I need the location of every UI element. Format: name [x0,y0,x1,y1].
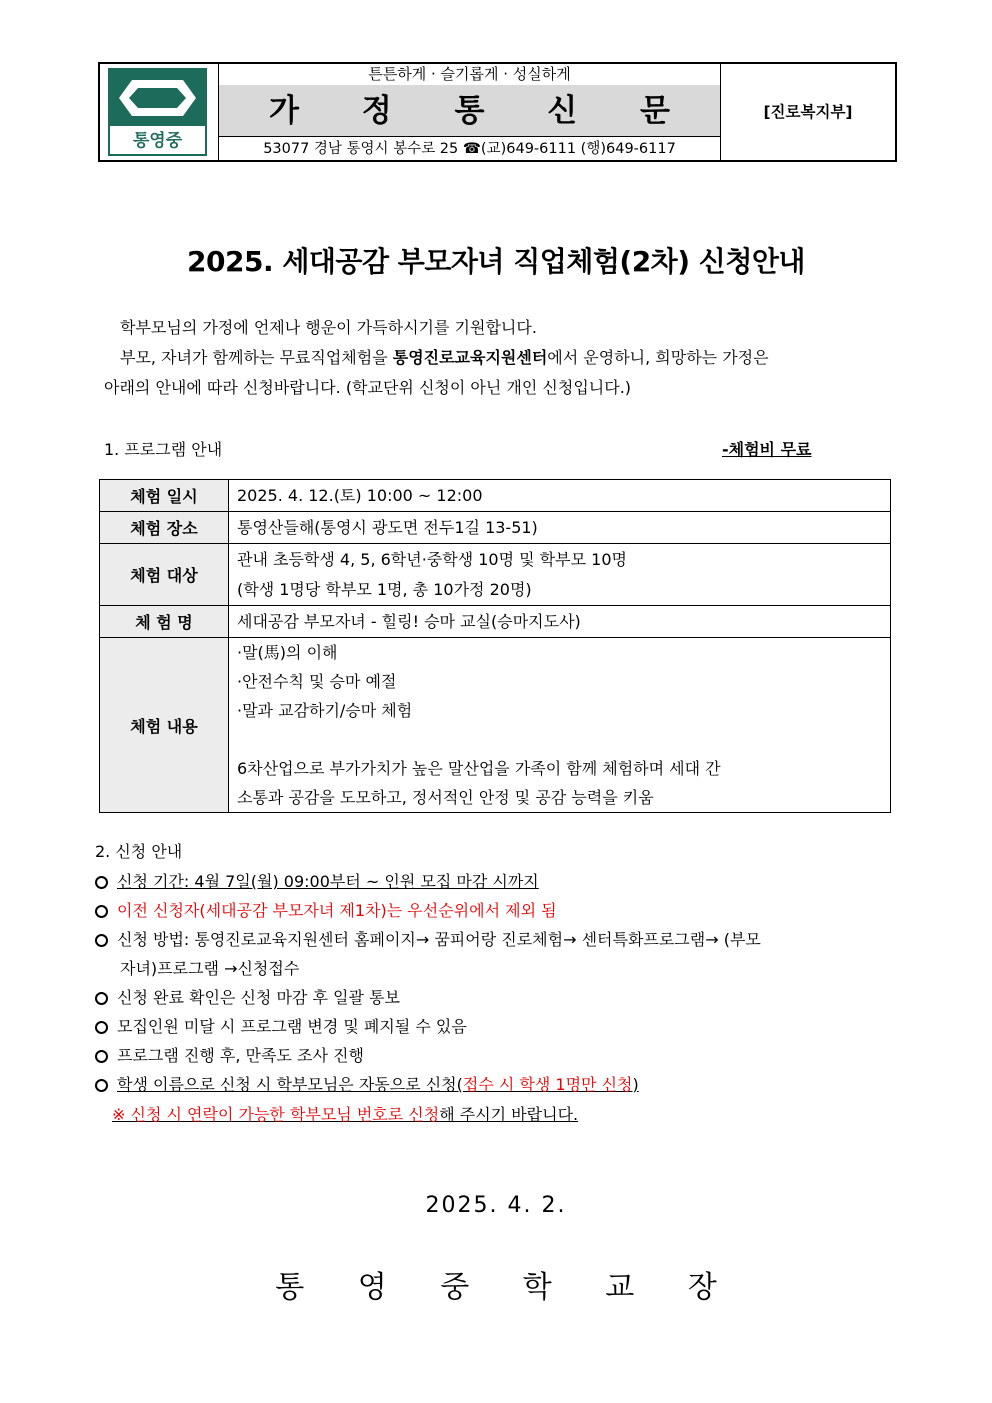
survey-note: 프로그램 진행 후, 만족도 조사 진행 [117,1046,364,1065]
row-value: 세대공감 부모자녀 - 힐링! 승마 교실(승마지도사) [229,606,891,638]
circle-bullet-icon [95,1050,108,1063]
list-item [95,1041,364,1070]
intro-line-3: 아래의 안내에 따라 신청바랍니다. (학교단위 신청이 아닌 개인 신청입니다.) [104,378,632,397]
school-logo-mark [108,68,207,156]
confirmation-note: 신청 완료 확인은 신청 마감 후 일괄 통보 [117,988,400,1007]
table-row [100,512,891,544]
content-description-2: 소통과 공감을 도모하고, 정서적인 안정 및 공감 능력을 키움 [237,788,654,807]
content-item: ·말과 교감하기/승마 체험 [237,701,413,720]
circle-bullet-icon [95,992,108,1005]
circle-bullet-icon [95,934,108,947]
program-info-table [99,479,891,813]
contact-note-part-b: 해 주시기 바랍니다. [439,1105,579,1124]
list-item [95,925,761,954]
section-1-heading: 1. 프로그램 안내 [104,440,223,459]
application-method-line-1: 신청 방법: 통영진로교육지원센터 홈페이지→ 꿈피어랑 진로체험→ 센터특화프로그램→ (부모 [117,930,761,949]
auto-registration-part-b: 접수 시 학생 1명만 신청 [462,1075,633,1094]
list-item [95,867,539,896]
content-item: ·말(馬)의 이해 [237,643,338,662]
section-2-heading: 2. 신청 안내 [95,842,183,861]
list-item [95,896,557,925]
newsletter-header [98,62,897,162]
content-description-1: 6차산업으로 부가가치가 높은 말산업을 가족이 함께 체험하며 세대 간 [237,759,721,778]
list-item [95,1012,467,1041]
page-title: 2025. 세대공감 부모자녀 직업체험(2차) 신청안내 [187,245,805,278]
header-center [219,64,721,160]
intro-line-2-part-a: 부모, 자녀가 함께하는 무료직업체험을 [120,348,393,367]
center-name: 통영진로교육지원센터 [392,348,548,367]
row-label: 체 험 명 [100,606,229,638]
content-item: ·안전수칙 및 승마 예절 [237,672,397,691]
cancellation-note: 모집인원 미달 시 프로그램 변경 및 폐지될 수 있음 [117,1017,467,1036]
target-line-1: 관내 초등학생 4, 5, 6학년·중학생 10명 및 학부모 10명 [237,549,627,569]
priority-exclusion-note: 이전 신청자(세대공감 부모자녀 제1차)는 우선순위에서 제외 됨 [117,901,557,920]
table-row [100,606,891,638]
school-address: 53077 경남 통영시 봉수로 25 ☎(교)649-6111 (행)649-6117 [263,141,676,157]
table-row [100,638,891,813]
circle-bullet-icon [95,1079,108,1092]
row-label: 체험 장소 [100,512,229,544]
signature: 통 영 중 학 교 장 [275,1270,739,1305]
contact-note [112,1100,578,1129]
list-item [95,983,400,1012]
department-label: [진로복지부] [763,103,853,121]
application-period: 신청 기간: 4월 7일(월) 09:00부터 ~ 인원 모집 마감 시까지 [117,872,539,891]
row-value [229,638,891,813]
school-motto: 튼튼하게 · 슬기롭게 · 성실하게 [219,64,720,86]
contact-note-part-a: ※ 신청 시 연락이 가능한 학부모님 번호로 신청 [112,1105,440,1124]
circle-bullet-icon [95,1021,108,1034]
circle-bullet-icon [95,905,108,918]
contact-note-text [112,1105,578,1124]
circle-bullet-icon [95,876,108,889]
blank-line [237,725,882,754]
intro-line-2-part-c: 에서 운영하니, 희망하는 가정은 [547,348,769,367]
auto-registration-part-c: ) [632,1075,639,1094]
row-value: 통영산들해(통영시 광도면 전두1길 13-51) [229,512,891,544]
row-value: 2025. 4. 12.(토) 10:00 ~ 12:00 [229,480,891,512]
target-line-2: (학생 1명당 학부모 1명, 총 10가정 20명) [237,579,532,599]
school-logo [100,64,219,160]
row-label: 체험 내용 [100,638,229,813]
row-value [229,544,891,606]
intro-line-2 [120,343,769,373]
row-label: 체험 일시 [100,480,229,512]
issue-date: 2025. 4. 2. [425,1193,567,1218]
row-label: 체험 대상 [100,544,229,606]
auto-registration-part-a: 학생 이름으로 신청 시 학부모님은 자동으로 신청( [117,1075,463,1094]
list-item [95,1070,639,1099]
table-row [100,480,891,512]
fee-note: -체험비 무료 [722,440,812,459]
newsletter-title: 가 정 통 신 문 [219,85,720,137]
intro-line-1: 학부모님의 가정에 언제나 행운이 가득하시기를 기원합니다. [120,318,537,337]
table-row [100,544,891,606]
auto-registration-note [117,1075,639,1094]
school-logo-text: 통영중 [132,131,183,151]
application-method-line-2: 자녀)프로그램 →신청접수 [120,959,300,978]
